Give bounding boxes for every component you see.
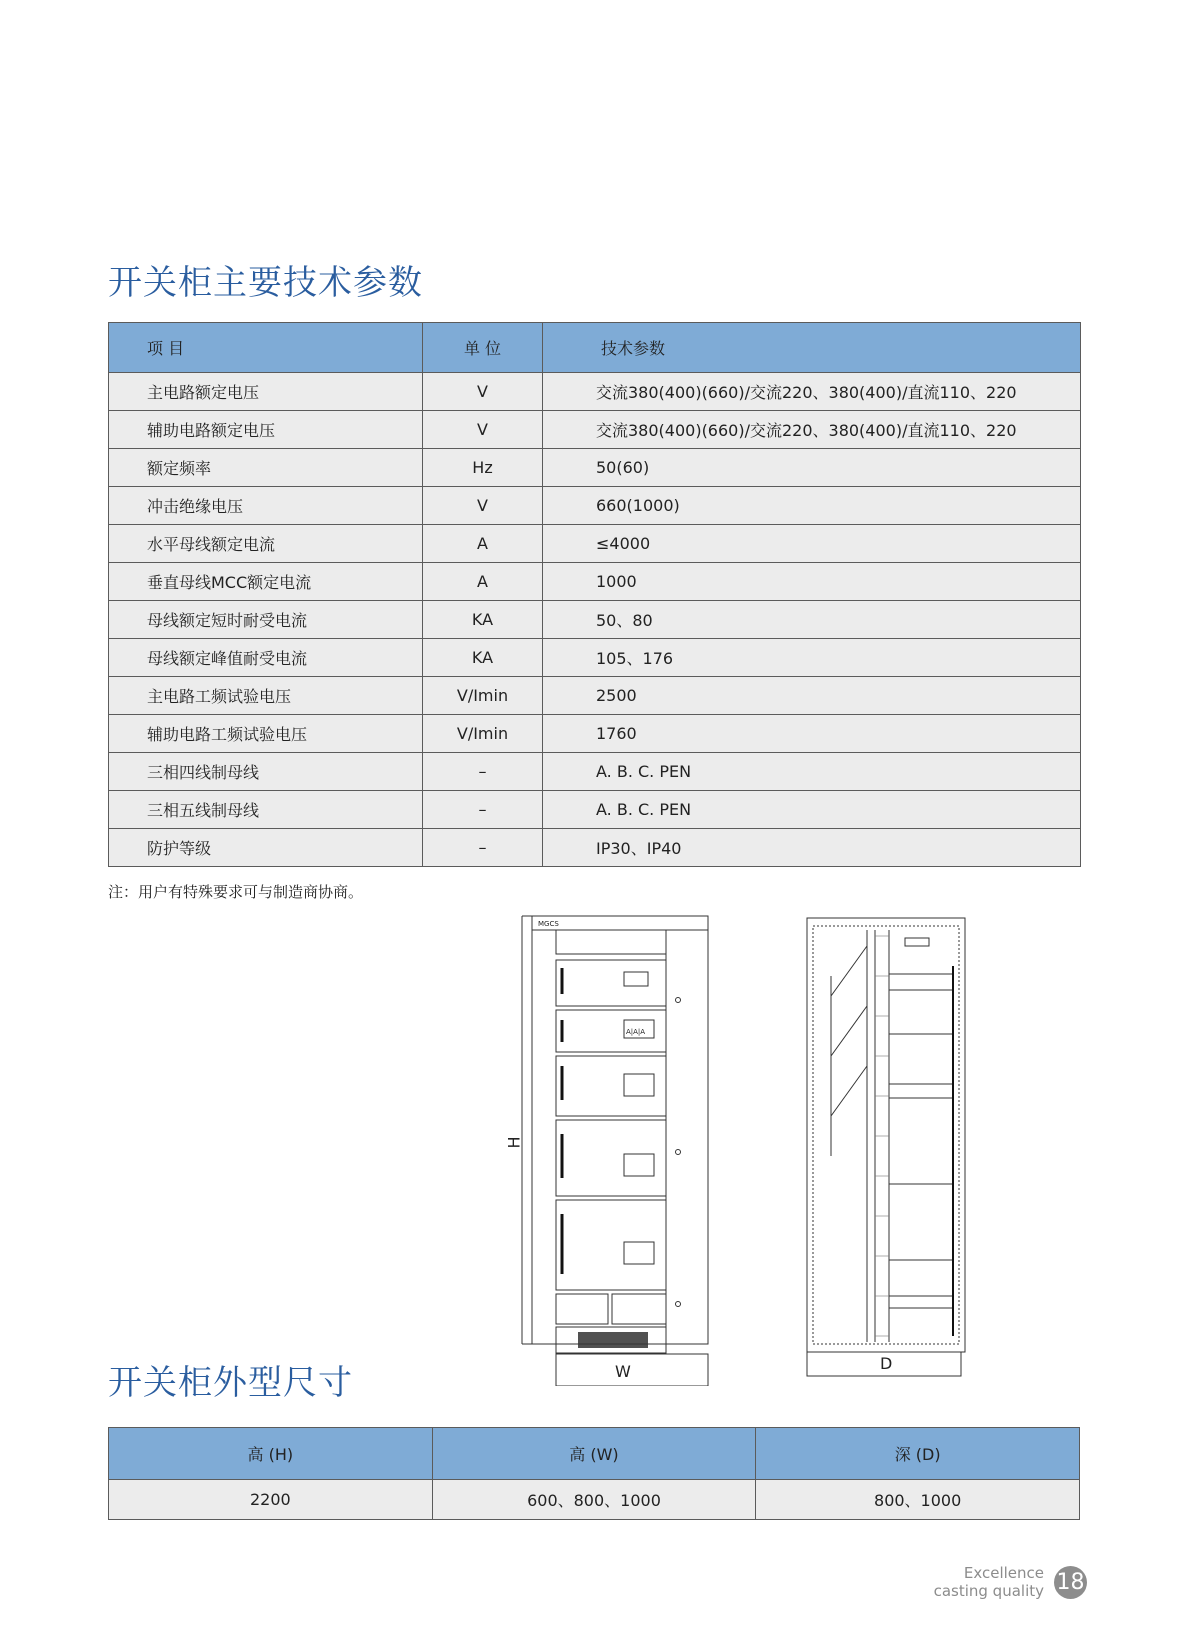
row-unit: KA: [423, 639, 543, 677]
row-value: 105、176: [543, 639, 1081, 677]
table-row: [109, 487, 1081, 525]
value-height: 2200: [109, 1480, 433, 1520]
row-value: 2500: [543, 677, 1081, 715]
header-height: 高 (H): [109, 1428, 433, 1480]
tech-params-table: [108, 322, 1081, 867]
table-row: [109, 677, 1081, 715]
row-unit: V/Imin: [423, 677, 543, 715]
row-value: 660(1000): [543, 487, 1081, 525]
row-unit: KA: [423, 601, 543, 639]
row-unit: A: [423, 525, 543, 563]
row-value: 交流380(400)(660)/交流220、380(400)/直流110、220: [543, 411, 1081, 449]
value-depth: 800、1000: [756, 1480, 1080, 1520]
row-item: 三相四线制母线: [109, 753, 423, 791]
row-item: 三相五线制母线: [109, 791, 423, 829]
table-row: [109, 639, 1081, 677]
value-width: 600、800、1000: [432, 1480, 756, 1520]
footer-line-1: Excellence: [963, 1564, 1044, 1582]
page-number: 18: [1054, 1566, 1087, 1599]
width-dimension-label: W: [615, 1362, 631, 1381]
row-item: 额定频率: [109, 449, 423, 487]
dims-header-row: [109, 1428, 1080, 1480]
row-item: 冲击绝缘电压: [109, 487, 423, 525]
section-title-tech-params: 开关柜主要技术参数: [108, 263, 423, 303]
row-item: 主电路额定电压: [109, 373, 423, 411]
table-row: [109, 449, 1081, 487]
row-value: 1760: [543, 715, 1081, 753]
header-item: 项 目: [109, 323, 423, 373]
row-item: 水平母线额定电流: [109, 525, 423, 563]
height-dimension-label: H: [504, 1136, 524, 1149]
row-unit: –: [423, 791, 543, 829]
cabinet-side-drawing: [805, 916, 971, 1378]
header-depth: 深 (D): [756, 1428, 1080, 1480]
row-value: 50、80: [543, 601, 1081, 639]
row-item: 垂直母线MCC额定电流: [109, 563, 423, 601]
meter-label: A|A|A: [626, 1028, 646, 1036]
depth-dimension-label: D: [880, 1354, 893, 1373]
dimensions-table: [108, 1427, 1080, 1520]
table-row: [109, 411, 1081, 449]
row-unit: V: [423, 487, 543, 525]
row-unit: V/Imin: [423, 715, 543, 753]
row-item: 母线额定短时耐受电流: [109, 601, 423, 639]
row-item: 母线额定峰值耐受电流: [109, 639, 423, 677]
table-row: [109, 715, 1081, 753]
row-item: 主电路工频试验电压: [109, 677, 423, 715]
table-header-row: [109, 323, 1081, 373]
row-unit: A: [423, 563, 543, 601]
header-unit: 单 位: [423, 323, 543, 373]
table-row: [109, 791, 1081, 829]
row-value: 1000: [543, 563, 1081, 601]
cabinet-front-drawing: [520, 914, 720, 1386]
footer-slogan: [934, 1564, 1044, 1600]
table-row: [109, 373, 1081, 411]
row-value: 50(60): [543, 449, 1081, 487]
row-value: A. B. C. PEN: [543, 753, 1081, 791]
header-width: 高 (W): [432, 1428, 756, 1480]
table-row: [109, 753, 1081, 791]
row-value: IP30、IP40: [543, 829, 1081, 867]
table-row: [109, 829, 1081, 867]
row-unit: V: [423, 411, 543, 449]
front-model-tag: MGCS: [538, 920, 559, 928]
row-value: A. B. C. PEN: [543, 791, 1081, 829]
footnote: 注：用户有特殊要求可与制造商协商。: [108, 883, 364, 901]
table-row: [109, 563, 1081, 601]
row-item: 辅助电路额定电压: [109, 411, 423, 449]
table-row: [109, 525, 1081, 563]
row-unit: –: [423, 829, 543, 867]
row-item: 防护等级: [109, 829, 423, 867]
row-value: ≤4000: [543, 525, 1081, 563]
header-params: 技术参数: [543, 323, 1081, 373]
section-title-dimensions: 开关柜外型尺寸: [108, 1363, 353, 1403]
row-unit: –: [423, 753, 543, 791]
table-row: [109, 601, 1081, 639]
dims-value-row: [109, 1480, 1080, 1520]
row-unit: Hz: [423, 449, 543, 487]
row-item: 辅助电路工频试验电压: [109, 715, 423, 753]
row-value: 交流380(400)(660)/交流220、380(400)/直流110、220: [543, 373, 1081, 411]
footer-line-2: casting quality: [933, 1582, 1044, 1600]
row-unit: V: [423, 373, 543, 411]
